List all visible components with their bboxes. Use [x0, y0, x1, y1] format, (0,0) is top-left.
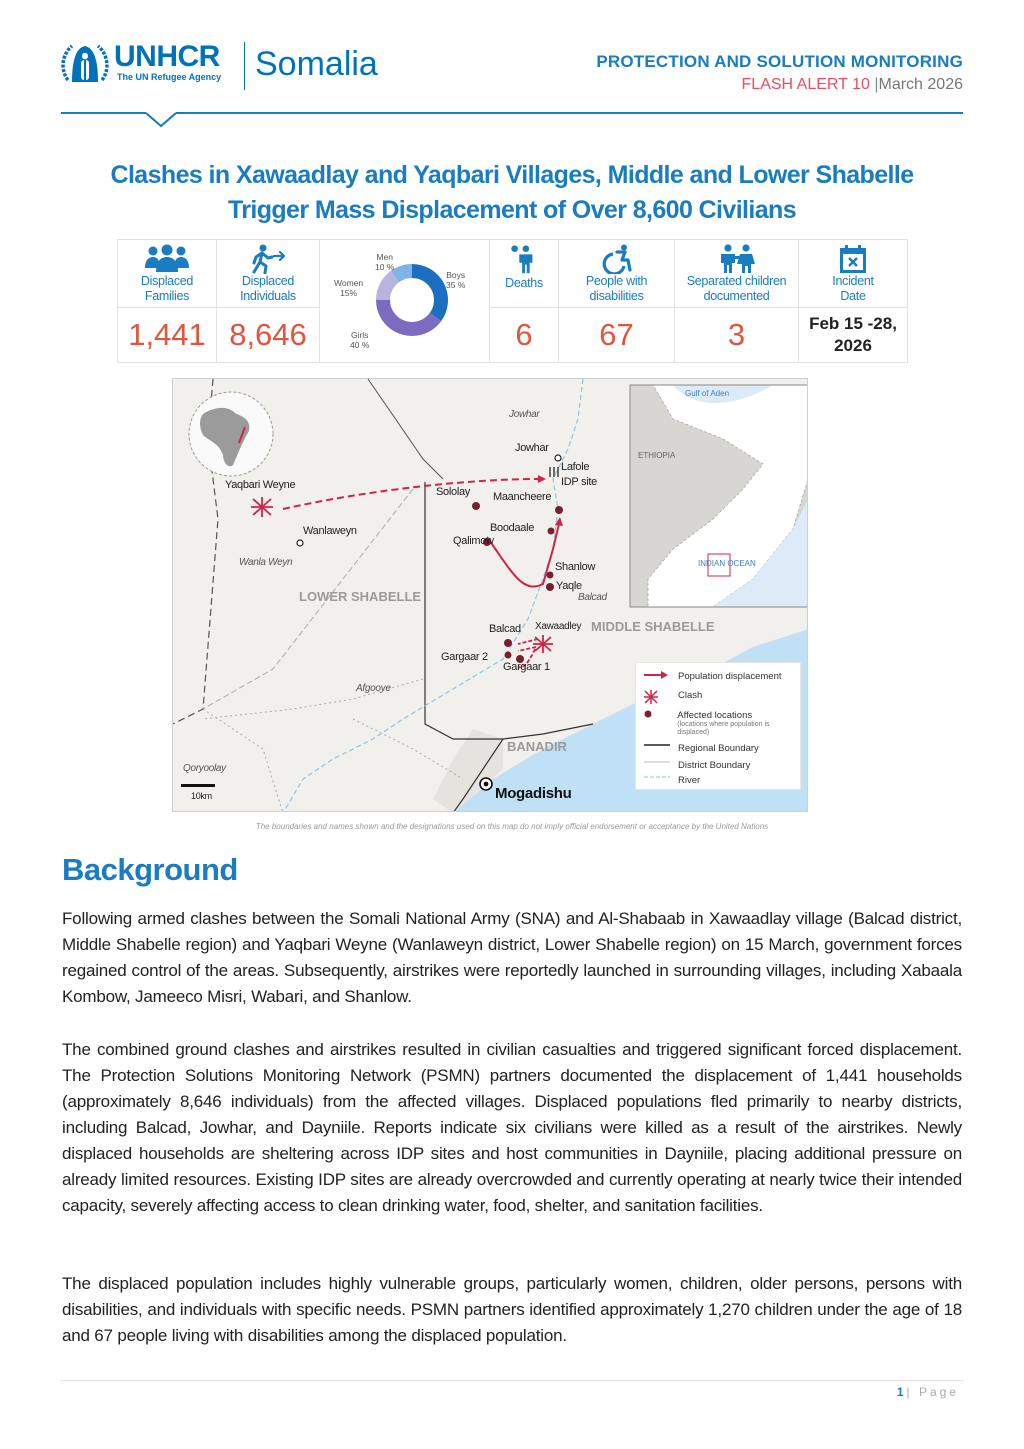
stat-label: Displaced Individuals	[240, 274, 296, 303]
footer-rule	[60, 1380, 964, 1381]
org-name: UNHCR	[114, 40, 220, 73]
background-paragraph-3: The displaced population includes highly vulnerable groups, particularly women, children, older persons, persons with disabilities, and individuals with specific needs. PSMN partners identified approximately 1,270 children under the age of 18 and 67 people living with disabilities among the displaced population.	[62, 1274, 962, 1345]
calendar-icon	[838, 244, 868, 274]
map-label: Xawaadley	[535, 621, 582, 632]
donut-slice-women	[383, 277, 395, 300]
inset-label: INDIAN OCEAN	[698, 559, 756, 568]
map-label: Maancheere	[493, 491, 552, 503]
map-label: Wanla Weyn	[239, 557, 293, 568]
stat-separated-children	[675, 240, 799, 362]
stat-value: 1,441	[128, 317, 206, 352]
demographics-donut-chart	[320, 240, 490, 362]
logo-divider	[244, 42, 245, 90]
donut-label-girls: Girls 40 %	[350, 330, 370, 350]
map-label: Balcad	[489, 623, 521, 635]
stat-label: Separated children documented	[686, 274, 787, 303]
title-line-2: Trigger Mass Displacement of Over 8,600 Civilians	[227, 196, 797, 224]
header-notch-icon	[146, 112, 176, 128]
map-label: IDP site	[561, 476, 597, 488]
map-label: Gargaar 1	[503, 661, 550, 673]
stat-displaced-families	[118, 240, 217, 362]
stat-value: 8,646	[229, 317, 307, 352]
page-number: 1| Page	[896, 1385, 959, 1399]
stats-table	[117, 239, 908, 363]
donut-label-boys: Boys 35 %	[446, 270, 466, 290]
wheelchair-icon	[600, 244, 634, 274]
map-label: Gargaar 2	[441, 651, 488, 663]
background-paragraph-2: The combined ground clashes and airstrikes resulted in civilian casualties and triggered significant forced displacement. The Protection Solutions Monitoring Network (PSMN) partners documented the displacement of 1,441 households (approximately 8,646 individuals) from the affected villages. Displaced populations fled primarily to nearby districts, including Balcad, Jowhar, and Dayniile. Reports indicate six civilians were killed as a result of the airstrikes. Newly displaced households are sheltering across IDP sites and host communities in Dayniile, placing additional pressure on already limited resources. Existing IDP sites are already overcrowded and currently operating at nearly twice their intended capacity, severely affecting access to clean drinking water, food, shelter, and sanitation facilities.	[62, 1040, 962, 1215]
stat-value: 3	[727, 317, 746, 352]
report-subtitle	[596, 73, 963, 97]
running-person-arrow-icon	[248, 244, 288, 274]
stat-incident-date	[799, 240, 907, 362]
map-label: Qalimow	[453, 535, 494, 547]
region-label: MIDDLE SHABELLE	[591, 619, 715, 634]
district-boundary	[353, 719, 463, 779]
stat-label: Deaths	[505, 276, 543, 290]
map-label: Qoryoolay	[183, 763, 226, 774]
map-disclaimer: The boundaries and names shown and the designations used on this map do not imply official endorsement or acceptance by the United Nations	[255, 822, 769, 831]
stat-value: 6	[515, 317, 533, 352]
scale-label: 10km	[191, 791, 212, 801]
district-boundary	[203, 709, 283, 812]
title-line-1: Clashes in Xawaadlay and Yaqbari Villages, Middle and Lower Shabelle	[110, 161, 914, 189]
map-label: Balcad	[578, 592, 607, 603]
report-header	[596, 51, 963, 97]
page-title	[60, 158, 964, 228]
legend-displacement: Population displacement	[644, 671, 782, 683]
arrow-head	[538, 475, 546, 483]
map-label: Yaqle	[556, 580, 582, 592]
map-label: Jowhar	[509, 409, 540, 420]
incident-date-value: Feb 15 -28, 2026	[809, 314, 897, 355]
stat-label: People with disabilities	[585, 274, 648, 303]
donut-slice-boys	[412, 271, 441, 317]
scale-bar	[181, 784, 215, 787]
country-name: Somalia	[255, 45, 378, 83]
donut-svg	[320, 240, 490, 362]
map-label: Sololay	[436, 486, 470, 498]
unhcr-logo	[60, 40, 378, 88]
legend-river: River	[678, 775, 701, 786]
regional-boundary	[425, 482, 596, 739]
org-tagline: The UN Refugee Agency	[117, 72, 222, 82]
map-label: Lafole	[561, 461, 590, 473]
stat-displaced-individuals	[217, 240, 320, 362]
town-marker	[297, 540, 303, 546]
inset-label: ETHIOPIA	[638, 451, 676, 460]
stat-deaths	[490, 240, 559, 362]
donut-label-women: Women 15%	[334, 278, 364, 298]
legend-regional: Regional Boundary	[678, 743, 759, 754]
stat-disabilities	[559, 240, 675, 362]
clash-icon	[644, 690, 670, 702]
separator: |	[874, 76, 879, 93]
report-date: March 2026	[878, 76, 963, 93]
donut-slice-girls	[383, 300, 435, 329]
map-label: Jowhar	[515, 442, 549, 454]
unhcr-emblem-icon	[60, 42, 110, 86]
donut-slice-men	[395, 271, 412, 277]
header-rule	[61, 112, 963, 114]
region-label: BANADIR	[507, 739, 567, 754]
clash-icon	[251, 497, 273, 517]
children-icon	[717, 244, 757, 274]
map-label: Boodaale	[490, 522, 535, 534]
capital-label: Mogadishu	[495, 785, 572, 802]
alert-label: FLASH ALERT 10	[741, 76, 870, 93]
map-label: Afgooye	[356, 683, 391, 694]
stat-label: Incident Date	[832, 274, 874, 303]
inset-label: Gulf of Aden	[685, 389, 730, 398]
stat-label: Displaced Families	[140, 274, 194, 303]
region-label: LOWER SHABELLE	[299, 589, 422, 604]
stat-value: 67	[599, 317, 634, 352]
legend-district: District Boundary	[678, 760, 751, 771]
regional-boundary	[368, 379, 443, 479]
clash-icon	[533, 635, 553, 653]
person-death-icon	[509, 244, 539, 274]
legend-affected: Affected locations (locations where population is displaced)	[644, 710, 800, 737]
map-legend	[635, 662, 801, 790]
section-heading-background: Background	[62, 852, 238, 887]
map-label: Shanlow	[555, 561, 596, 573]
map-label: Wanlaweyn	[303, 525, 357, 537]
map-label: Yaqbari Weyne	[225, 479, 296, 491]
background-paragraph-1: Following armed clashes between the Somali National Army (SNA) and Al-Shabaab in Xawaadlay village (Balcad district, Middle Shabelle region) and Yaqbari Weyne (Wanlaweyn district, Lower Shabelle region) on 15 March, government forces regained control of the areas. Subsequently, airstrikes were reportedly launched in surrounding villages, including Xabaala Kombow, Jameeco Misri, Wabari, and Shanlow.	[62, 909, 962, 1006]
donut-label-men: Men 10 %	[375, 252, 395, 272]
displacement-map	[172, 378, 808, 812]
report-type: PROTECTION AND SOLUTION MONITORING	[596, 52, 963, 71]
people-group-icon	[143, 244, 191, 274]
legend-clash: Clash	[644, 690, 702, 702]
